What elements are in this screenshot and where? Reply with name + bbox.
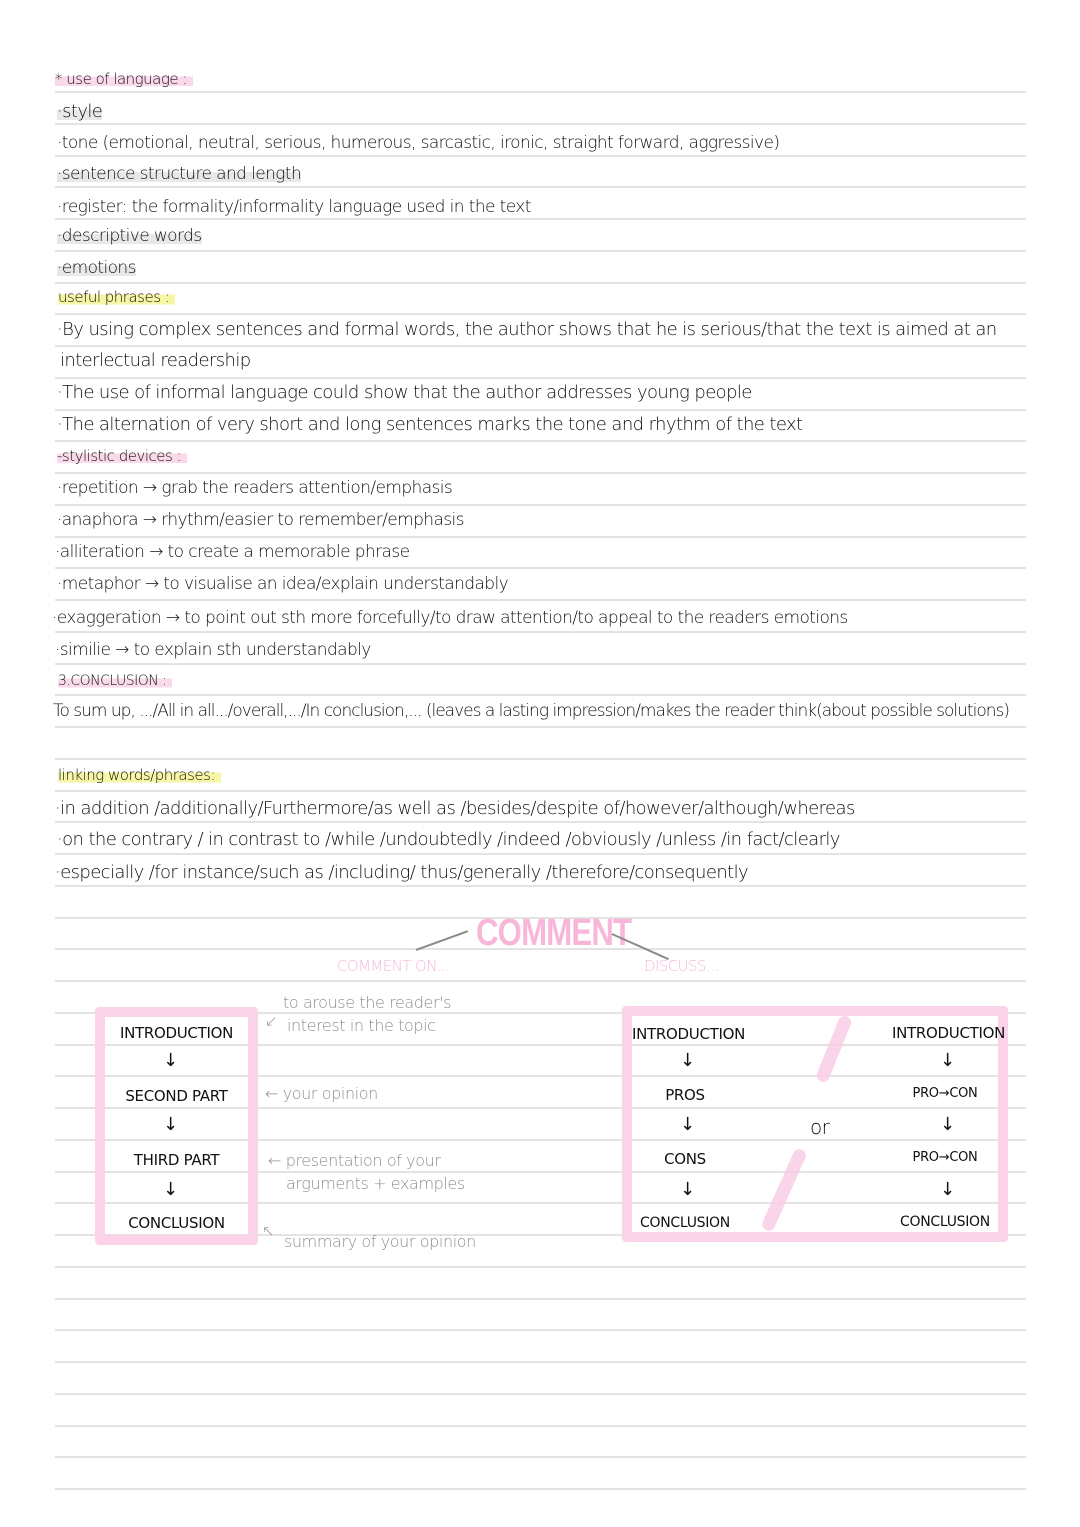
section-heading-useful-phrases: useful phrases : [58, 290, 175, 305]
arrow-down-icon: ↓ [940, 1179, 956, 1200]
note-conclusion: summary of your opinion [284, 1232, 476, 1251]
discuss-pro-con-1: PRO→CON [912, 1086, 978, 1101]
rule-line [55, 250, 1026, 252]
branch-discuss: DISCUSS... [644, 957, 719, 975]
note-introduction-1: to arouse the reader's [283, 993, 452, 1012]
rule-line [55, 758, 1026, 760]
rule-line [55, 980, 1026, 982]
branch-comment-on: COMMENT ON... [337, 957, 450, 975]
step-conclusion: CONCLUSION [128, 1214, 225, 1232]
rule-line [55, 821, 1026, 823]
rule-line [55, 853, 1026, 855]
phrase-item: ·By using complex sentences and formal words, the author shows that he is serious/that the text is aimed at an [57, 319, 997, 340]
section-heading-stylistic-devices: -stylistic devices : [57, 449, 187, 464]
arrow-down-icon: ↓ [940, 1114, 956, 1135]
arrow-down-icon: ↓ [163, 1179, 179, 1200]
curve-arrow-icon: ↖ [262, 1222, 275, 1240]
rule-line [55, 663, 1026, 665]
list-item: ·descriptive words [57, 226, 202, 246]
arrow-down-icon: ↓ [680, 1179, 696, 1200]
step-third-part: THIRD PART [133, 1151, 220, 1169]
rule-line [55, 599, 1026, 601]
device-item: ·metaphor → to visualise an idea/explain understandably [57, 574, 509, 594]
rule-line [55, 1266, 1026, 1268]
rule-line [55, 1488, 1026, 1490]
arrow-down-icon: ↓ [163, 1114, 179, 1135]
list-item: ·style [57, 101, 103, 122]
discuss-cons: CONS [664, 1150, 706, 1168]
linking-item: ·on the contrary / in contrast to /while /undoubtedly /indeed /obviously /unless /in fact/clearly [57, 829, 840, 850]
discuss-left-conclusion: CONCLUSION [640, 1215, 730, 1231]
rule-line [55, 1361, 1026, 1363]
linking-item: ·in addition /additionally/Furthermore/as well as /besides/despite of/however/although/whereas [55, 798, 855, 819]
conclusion-phrases: To sum up, .../All in all.../overall,.../In conclusion,... (leaves a lasting impression/makes the reader think(about possible solutions) [53, 701, 1009, 721]
list-item: ·emotions [57, 258, 136, 278]
rule-line [55, 123, 1026, 125]
rule-line [55, 694, 1026, 696]
rule-line [55, 631, 1026, 633]
arrow-down-icon: ↓ [940, 1050, 956, 1071]
rule-line [55, 726, 1026, 728]
phrase-item: interlectual readership [60, 350, 251, 371]
device-item: ·repetition → grab the readers attention/emphasis [57, 478, 453, 498]
list-item: ·register: the formality/informality language used in the text [57, 197, 531, 217]
device-item: ·anaphora → rhythm/easier to remember/emphasis [57, 510, 464, 530]
rule-line [55, 536, 1026, 538]
section-heading-linking-words: linking words/phrases: [58, 768, 221, 783]
device-item: ·alliteration → to create a memorable phrase [55, 542, 410, 562]
discuss-right-conclusion: CONCLUSION [900, 1214, 990, 1230]
note-third-part-1: ← presentation of your [268, 1151, 441, 1170]
rule-line [55, 91, 1026, 93]
linking-item: ·especially /for instance/such as /including/ thus/generally /therefore/consequently [55, 862, 749, 883]
note-third-part-2: arguments + examples [286, 1174, 465, 1193]
rule-line [55, 1393, 1026, 1395]
phrase-item: ·The use of informal language could show that the author addresses young people [57, 382, 752, 403]
rule-line [55, 155, 1026, 157]
list-item: ·sentence structure and length [57, 164, 302, 184]
note-second-part: ← your opinion [265, 1084, 378, 1103]
step-second-part: SECOND PART [125, 1087, 228, 1105]
rule-line [55, 1425, 1026, 1427]
rule-line [55, 472, 1026, 474]
rule-line [55, 313, 1026, 315]
rule-line [55, 440, 1026, 442]
step-introduction: INTRODUCTION [119, 1024, 234, 1042]
phrase-item: ·The alternation of very short and long sentences marks the tone and rhythm of the text [57, 414, 803, 435]
rule-line [55, 1456, 1026, 1458]
discuss-left-introduction: INTRODUCTION [632, 1025, 746, 1043]
section-heading-conclusion: 3.CONCLUSION : [58, 674, 172, 688]
curl-arrow-icon: ↙ [265, 1012, 278, 1030]
section-heading-use-of-language: * use of language : [55, 72, 193, 87]
rule-line [55, 218, 1026, 220]
rule-line [55, 377, 1026, 379]
device-item: ·exaggeration → to point out sth more forcefully/to draw attention/to appeal to the readers emotions [52, 608, 848, 628]
device-item: ·similie → to explain sth understandably [55, 640, 371, 660]
or-label: or [810, 1115, 830, 1139]
comment-title: COMMENT [476, 912, 632, 954]
discuss-pros: PROS [665, 1086, 705, 1104]
rule-line [55, 409, 1026, 411]
rule-line [55, 504, 1026, 506]
discuss-right-introduction: INTRODUCTION [892, 1024, 1006, 1042]
rule-line [55, 885, 1026, 887]
discuss-pro-con-2: PRO→CON [912, 1150, 978, 1165]
arrow-down-icon: ↓ [680, 1114, 696, 1135]
rule-line [55, 186, 1026, 188]
rule-line [55, 282, 1026, 284]
note-introduction-2: interest in the topic [287, 1016, 436, 1035]
rule-line [55, 345, 1026, 347]
list-item: ·tone (emotional, neutral, serious, humerous, sarcastic, ironic, straight forward, aggressive) [57, 133, 780, 153]
arrow-down-icon: ↓ [680, 1050, 696, 1071]
rule-line [55, 790, 1026, 792]
rule-line [55, 1329, 1026, 1331]
rule-line [55, 1298, 1026, 1300]
arrow-down-icon: ↓ [163, 1050, 179, 1071]
rule-line [55, 567, 1026, 569]
